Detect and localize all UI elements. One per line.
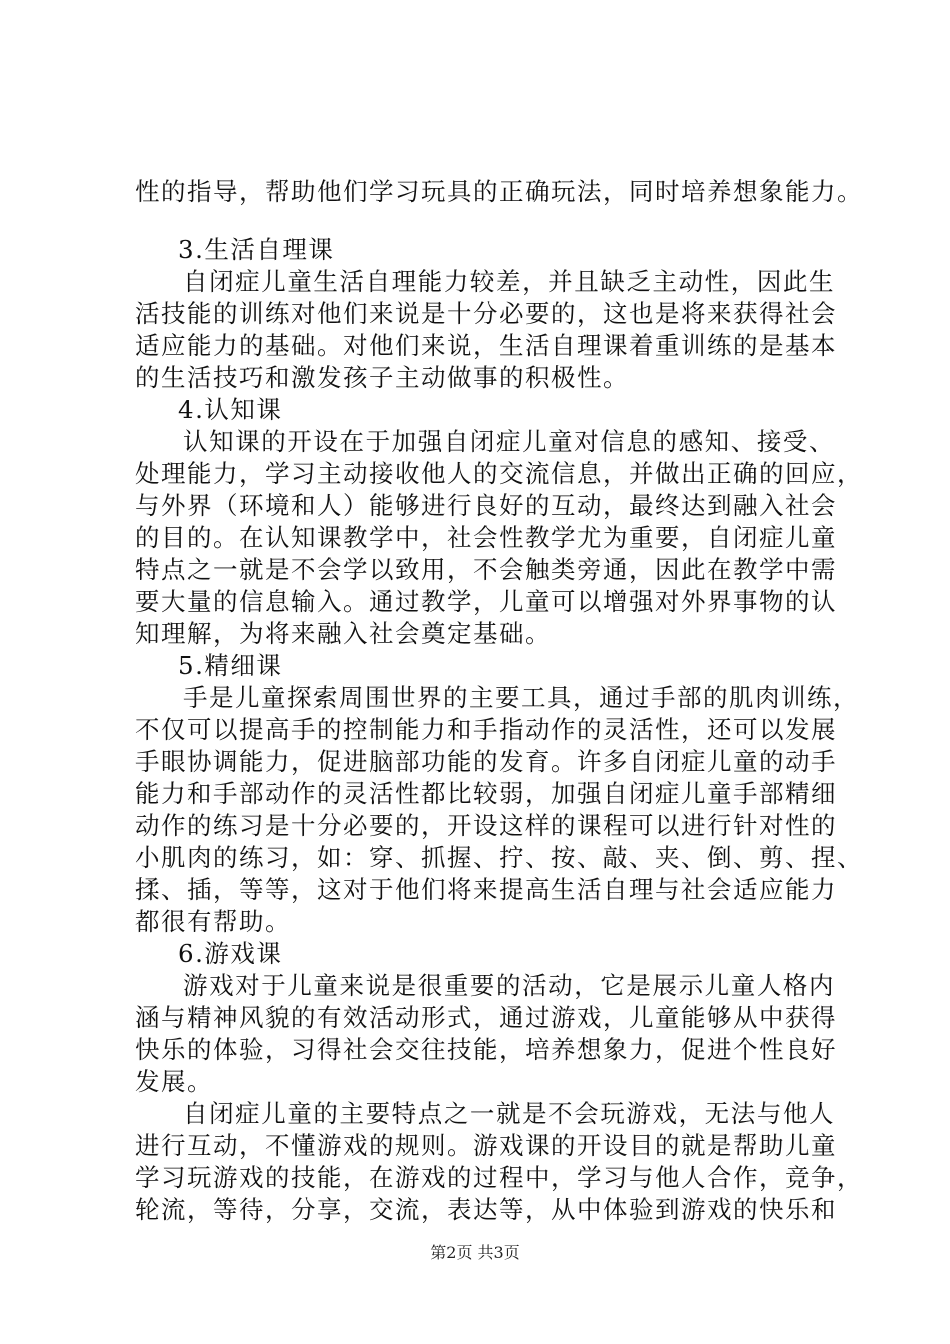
text-line: 性的指导，帮助他们学习玩具的正确玩法，同时培养想象能力。: [135, 177, 863, 206]
text-line: 不仅可以提高手的控制能力和手指动作的灵活性，还可以发展: [135, 715, 837, 744]
text-line: 适应能力的基础。对他们来说，生活自理课着重训练的是基本: [135, 331, 837, 360]
section-heading-cognition: 4.认知课: [178, 395, 283, 424]
page-number-footer: 第2页 共3页: [430, 1243, 520, 1262]
text-line: 自闭症儿童的主要特点之一就是不会玩游戏，无法与他人: [183, 1099, 835, 1128]
text-line: 特点之一就是不会学以致用，不会触类旁通，因此在教学中需: [135, 555, 837, 584]
text-line: 都很有帮助。: [135, 907, 291, 936]
text-line: 游戏对于儿童来说是很重要的活动，它是展示儿童人格内: [183, 971, 835, 1000]
text-line: 能力和手部动作的灵活性都比较弱，加强自闭症儿童手部精细: [135, 779, 837, 808]
text-line: 涵与精神风貌的有效活动形式，通过游戏，儿童能够从中获得: [135, 1003, 837, 1032]
text-line: 要大量的信息输入。通过教学，儿童可以增强对外界事物的认: [135, 587, 837, 616]
text-line: 学习玩游戏的技能，在游戏的过程中，学习与他人合作，竞争，: [135, 1163, 863, 1192]
text-line: 动作的练习是十分必要的，开设这样的课程可以进行针对性的: [135, 811, 837, 840]
text-line: 认知课的开设在于加强自闭症儿童对信息的感知、接受、: [183, 427, 835, 456]
text-line: 的目的。在认知课教学中，社会性教学尤为重要，自闭症儿童: [135, 523, 837, 552]
section-heading-fine-motor: 5.精细课: [178, 651, 283, 680]
text-line: 小肌肉的练习，如：穿、抓握、拧、按、敲、夹、倒、剪、捏、: [135, 843, 863, 872]
text-line: 与外界（环境和人）能够进行良好的互动，最终达到融入社会: [135, 491, 837, 520]
text-line: 轮流，等待，分享，交流，表达等，从中体验到游戏的快乐和: [135, 1195, 837, 1224]
text-line: 揉、插，等等，这对于他们将来提高生活自理与社会适应能力: [135, 875, 837, 904]
text-line: 自闭症儿童生活自理能力较差，并且缺乏主动性，因此生: [183, 267, 835, 296]
text-line: 手是儿童探索周围世界的主要工具，通过手部的肌肉训练，: [183, 683, 859, 712]
text-line: 处理能力，学习主动接收他人的交流信息，并做出正确的回应，: [135, 459, 863, 488]
text-line: 快乐的体验，习得社会交往技能，培养想象力，促进个性良好: [135, 1035, 837, 1064]
text-line: 的生活技巧和激发孩子主动做事的积极性。: [135, 363, 629, 392]
text-line: 手眼协调能力，促进脑部功能的发育。许多自闭症儿童的动手: [135, 747, 837, 776]
text-line: 知理解，为将来融入社会奠定基础。: [135, 619, 551, 648]
section-heading-life-skills: 3.生活自理课: [178, 235, 335, 264]
text-line: 发展。: [135, 1067, 213, 1096]
section-heading-games: 6.游戏课: [178, 939, 283, 968]
text-line: 进行互动，不懂游戏的规则。游戏课的开设目的就是帮助儿童: [135, 1131, 837, 1160]
text-line: 活技能的训练对他们来说是十分必要的，这也是将来获得社会: [135, 299, 837, 328]
